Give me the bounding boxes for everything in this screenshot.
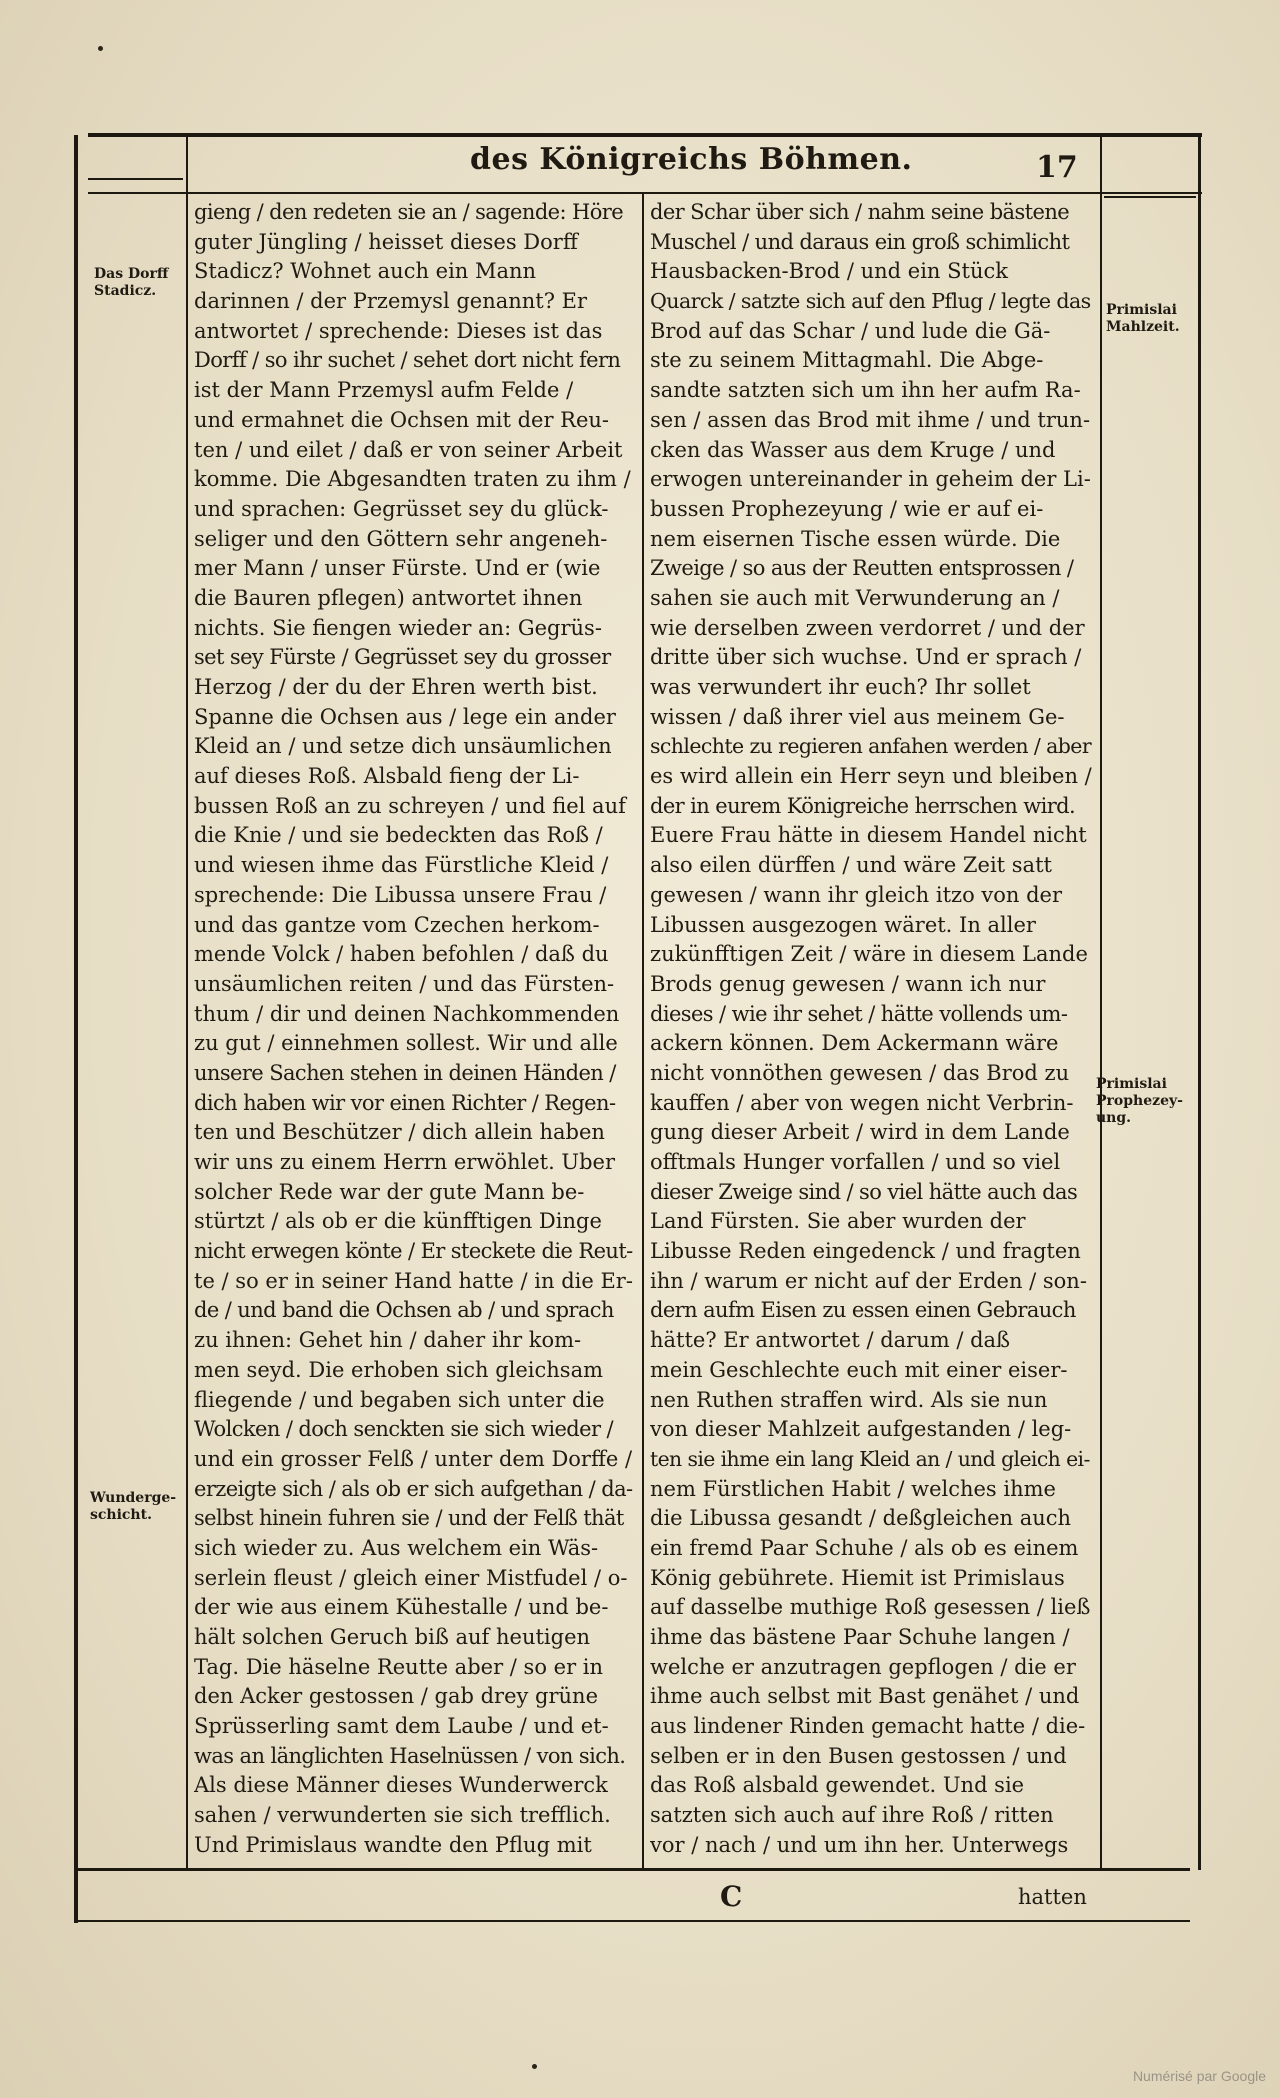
outer-left-rule <box>74 135 78 1923</box>
right-column-line: selben er in den Busen gestossen / und <box>650 1743 1067 1768</box>
inner-left-rule <box>186 135 188 1870</box>
right-column-line: König gebührete. Hiemit ist Primislaus <box>650 1565 1065 1590</box>
left-column-line: nicht erwegen könte / Er steckete die Reut- <box>194 1239 633 1264</box>
scan-watermark: Numérisé par Google <box>1132 2068 1266 2084</box>
right-column-line: der in eurem Königreiche herrschen wird. <box>650 793 1076 818</box>
margin-note-dorff <box>94 266 168 300</box>
column-divider-rule <box>642 194 644 1870</box>
outer-right-rule <box>1198 135 1201 1870</box>
right-column-line: Brod auf das Schar / und lude die Gä- <box>650 318 1051 343</box>
left-column-line: auf dieses Roß. Alsbald fieng der Li- <box>194 764 580 789</box>
right-margin-tick <box>1104 196 1196 198</box>
left-column-line: unsäumlichen reiten / und das Fürsten- <box>194 971 615 996</box>
right-column-line: cken das Wasser aus dem Kruge / und <box>650 437 1056 462</box>
right-column-line: Libussen ausgezogen wäret. In aller <box>650 912 1036 937</box>
bottom-rule <box>76 1868 1190 1871</box>
right-column-line: es wird allein ein Herr seyn und bleiben / <box>650 764 1092 789</box>
left-column-line: Stadicz? Wohnet auch ein Mann <box>194 259 537 284</box>
left-column-line: set sey Fürste / Gegrüsset sey du grosser <box>194 645 611 670</box>
margin-note-line: schicht. <box>90 1507 152 1523</box>
margin-note-wunder <box>90 1490 176 1524</box>
right-column-line: ten sie ihme ein lang Kleid an / und gleich ei- <box>650 1446 1090 1471</box>
right-column-line: offtmals Hunger vorfallen / und so viel <box>650 1150 1061 1174</box>
left-text-column <box>194 198 634 1861</box>
right-column-line: dern aufm Eisen zu essen einen Gebrauch <box>650 1298 1076 1323</box>
left-column-line: seliger und den Göttern sehr angeneh- <box>194 526 608 551</box>
page-number: 17 <box>1036 150 1078 185</box>
catchword: hatten <box>1018 1885 1087 1909</box>
left-column-line: der wie aus einem Kühestalle / und be- <box>194 1595 609 1620</box>
right-column-line: also eilen dürffen / und wäre Zeit satt <box>650 853 1052 878</box>
right-column-line: Muschel / und daraus ein groß schimlicht <box>650 229 1070 254</box>
left-column-line: Sprüsserling samt dem Laube / und et- <box>194 1714 609 1739</box>
right-column-line: satzten sich auch auf ihre Roß / ritten <box>650 1803 1054 1828</box>
margin-note-line: Das Dorff <box>94 266 169 282</box>
right-column-line: auf dasselbe muthige Roß gesessen / ließ <box>650 1595 1091 1620</box>
left-column-line: solcher Rede war der gute Mann be- <box>194 1179 585 1204</box>
left-column-line: sich wieder zu. Aus welchem ein Wäs- <box>194 1535 599 1560</box>
right-column-line: ein fremd Paar Schuhe / als ob es einem <box>650 1535 1079 1560</box>
right-column-line: die Libussa gesandt / deßgleichen auch <box>650 1506 1072 1531</box>
left-column-line: Spanne die Ochsen aus / lege ein ander <box>194 704 616 729</box>
right-column-line: sahen sie auch mit Verwunderung an / <box>650 585 1060 610</box>
header-rule <box>88 192 1202 194</box>
left-column-line: ten und Beschützer / dich allein haben <box>194 1120 605 1145</box>
right-column-line: sandte satzten sich um ihn her aufm Ra- <box>650 378 1081 403</box>
right-column-line: ackern können. Dem Ackermann wäre <box>650 1031 1059 1056</box>
margin-note-line: Primislai <box>1096 1076 1167 1092</box>
left-column-line: und das gantze vom Czechen herkom- <box>194 912 600 937</box>
right-column-line: mein Geschlechte euch mit einer eiser- <box>650 1357 1068 1382</box>
left-column-line: zu ihnen: Gehet hin / daher ihr kom- <box>194 1328 582 1353</box>
left-column-line: dich haben wir vor einen Richter / Regen- <box>194 1090 616 1115</box>
margin-note-prophezeyung <box>1096 1076 1183 1127</box>
left-column-line: serlein fleust / gleich einer Mistfudel / o- <box>194 1565 628 1590</box>
left-column-line: sahen / verwunderten sie sich trefflich. <box>194 1803 611 1828</box>
right-column-line: zukünfftigen Zeit / wäre in diesem Lande <box>650 942 1088 967</box>
right-column-line: Zweige / so aus der Reutten entsprossen / <box>650 556 1074 581</box>
left-column-line: und ein grosser Felß / unter dem Dorffe / <box>194 1446 633 1471</box>
right-column-line: bussen Prophezeyung / wie er auf ei- <box>650 496 1044 521</box>
left-column-line: wir uns zu einem Herrn erwöhlet. Uber <box>194 1150 616 1174</box>
right-column-line: dritte über sich wuchse. Und er sprach / <box>650 645 1082 670</box>
inner-right-rule <box>1100 135 1102 1870</box>
signature-mark: C <box>720 1880 743 1913</box>
left-column-line: Kleid an / und setze dich unsäumlichen <box>194 734 612 759</box>
left-column-line: Tag. Die häselne Reutte aber / so er in <box>194 1654 604 1679</box>
right-column-line: gewesen / wann ihr gleich itzo von der <box>650 882 1063 907</box>
right-column-line: welche er anzutragen gepflogen / die er <box>650 1654 1076 1679</box>
right-column-line: ihme das bästene Paar Schuhe langen / <box>650 1625 1070 1649</box>
right-column-line: dieses / wie ihr sehet / hätte vollends um- <box>650 1001 1068 1026</box>
left-margin-tick <box>88 178 183 180</box>
right-column-line: aus lindener Rinden gemacht hatte / die- <box>650 1714 1086 1739</box>
right-column-line: Libusse Reden eingedenck / und fragten <box>650 1239 1081 1264</box>
right-column-line: vor / nach / und um ihn her. Unterwegs <box>650 1832 1069 1857</box>
right-column-line: ste zu seinem Mittagmahl. Die Abge- <box>650 348 1044 373</box>
margin-note-mahlzeit <box>1106 302 1180 336</box>
left-column-line: ist der Mann Przemysl aufm Felde / <box>194 378 574 403</box>
left-column-line: und wiesen ihme das Fürstliche Kleid / <box>194 853 609 878</box>
left-column-line: stürtzt / als ob er die künfftigen Dinge <box>194 1209 602 1234</box>
right-column-line: was verwundert ihr euch? Ihr sollet <box>650 675 1031 699</box>
left-column-line: mer Mann / unser Fürste. Und er (wie <box>194 556 601 581</box>
margin-note-line: Mahlzeit. <box>1106 319 1180 335</box>
margin-note-line: Prophezey- <box>1096 1093 1183 1109</box>
left-column-line: gieng / den redeten sie an / sagende: Höre <box>194 200 624 224</box>
left-column-line: unsere Sachen stehen in deinen Händen / <box>194 1060 616 1085</box>
right-column-line: ihn / warum er nicht auf der Erden / son- <box>650 1268 1087 1293</box>
left-column-line: Wolcken / doch senckten sie sich wieder / <box>194 1417 613 1442</box>
ink-speck <box>98 46 103 51</box>
left-column-line: antwortet / sprechende: Dieses ist das <box>194 318 603 343</box>
right-column-line: erwogen untereinander in geheim der Li- <box>650 467 1091 492</box>
margin-note-line: Stadicz. <box>94 283 157 299</box>
left-column-line: thum / dir und deinen Nachkommenden <box>194 1001 620 1026</box>
bottom-rule-2 <box>76 1920 1190 1922</box>
right-column-line: ihme auch selbst mit Bast genähet / und <box>650 1684 1080 1709</box>
right-text-column <box>650 198 1092 1861</box>
left-column-line: den Acker gestossen / gab drey grüne <box>194 1684 599 1709</box>
right-column-line: schlechte zu regieren anfahen werden / aber <box>650 734 1092 759</box>
right-column-line: von dieser Mahlzeit aufgestanden / leg- <box>650 1417 1072 1442</box>
right-column-line: sen / assen das Brod mit ihme / und trun- <box>650 407 1091 432</box>
right-column-line: nem eisernen Tische essen würde. Die <box>650 526 1061 551</box>
left-column-line: hält solchen Geruch biß auf heutigen <box>194 1625 591 1649</box>
left-column-line: und ermahnet die Ochsen mit der Reu- <box>194 407 610 432</box>
left-column-line: was an länglichten Haselnüssen / von sich. <box>194 1743 626 1768</box>
running-head: des Königreichs Böhmen. <box>470 142 913 177</box>
right-column-line: nen Ruthen straffen wird. Als sie nun <box>650 1387 1048 1412</box>
left-column-line: und sprachen: Gegrüsset sey du glück- <box>194 496 609 521</box>
left-column-line: guter Jüngling / heisset dieses Dorff <box>194 229 578 254</box>
right-column-line: nem Fürstlichen Habit / welches ihme <box>650 1476 1056 1501</box>
right-column-line: wissen / daß ihrer viel aus meinem Ge- <box>650 704 1065 729</box>
right-column-line: Euere Frau hätte in diesem Handel nicht <box>650 823 1087 848</box>
ink-speck <box>532 2064 537 2069</box>
left-column-line: darinnen / der Przemysl genannt? Er <box>194 289 588 314</box>
left-column-line: fliegende / und begaben sich unter die <box>194 1387 605 1412</box>
left-column-line: men seyd. Die erhoben sich gleichsam <box>194 1357 604 1382</box>
left-column-line: ten / und eilet / daß er von seiner Arbeit <box>194 437 623 462</box>
top-rule <box>88 133 1202 137</box>
right-column-line: Brods genug gewesen / wann ich nur <box>650 971 1046 996</box>
left-column-line: Als diese Männer dieses Wunderwerck <box>194 1773 608 1798</box>
left-column-line: sprechende: Die Libussa unsere Frau / <box>194 882 607 907</box>
left-column-line: Herzog / der du der Ehren werth bist. <box>194 675 598 699</box>
left-column-line: te / so er in seiner Hand hatte / in die Er- <box>194 1268 633 1293</box>
right-column-line: wie derselben zween verdorret / und der <box>650 615 1085 640</box>
right-column-line: Quarck / satzte sich auf den Pflug / legte das <box>650 289 1091 314</box>
left-column-line: erzeigte sich / als ob er sich aufgethan / da- <box>194 1476 633 1501</box>
left-column-line: die Bauren pflegen) antwortet ihnen <box>194 585 583 610</box>
margin-note-line: Primislai <box>1106 302 1177 318</box>
right-column-line: kauffen / aber von wegen nicht Verbrin- <box>650 1090 1074 1115</box>
left-column-line: selbst hinein fuhren sie / und der Felß thät <box>194 1506 624 1531</box>
right-column-line: das Roß alsbald gewendet. Und sie <box>650 1773 1025 1798</box>
right-column-line: nicht vonnöthen gewesen / das Brod zu <box>650 1060 1070 1085</box>
left-column-line: die Knie / und sie bedeckten das Roß / <box>194 823 603 848</box>
right-column-line: der Schar über sich / nahm seine bästene <box>650 200 1070 224</box>
left-column-line: Und Primislaus wandte den Pflug mit <box>194 1832 592 1857</box>
left-column-line: nichts. Sie fiengen wieder an: Gegrüs- <box>194 615 602 640</box>
left-column-line: de / und band die Ochsen ab / und sprach <box>194 1298 614 1323</box>
margin-note-line: ung. <box>1096 1110 1132 1126</box>
right-column-line: gung dieser Arbeit / wird in dem Lande <box>650 1120 1070 1145</box>
left-column-line: komme. Die Abgesandten traten zu ihm / <box>194 467 631 492</box>
margin-note-line: Wunderge- <box>90 1490 177 1506</box>
left-column-line: Dorff / so ihr suchet / sehet dort nicht fern <box>194 348 621 373</box>
left-column-line: bussen Roß an zu schreyen / und fiel auf <box>194 793 626 818</box>
right-column-line: Hausbacken-Brod / und ein Stück <box>650 259 1008 284</box>
left-column-line: mende Volck / haben befohlen / daß du <box>194 942 609 967</box>
right-column-line: hätte? Er antwortet / darum / daß <box>650 1328 1011 1353</box>
right-column-line: dieser Zweige sind / so viel hätte auch das <box>650 1179 1078 1204</box>
right-column-line: Land Fürsten. Sie aber wurden der <box>650 1209 1026 1234</box>
left-column-line: zu gut / einnehmen sollest. Wir und alle <box>194 1031 618 1056</box>
